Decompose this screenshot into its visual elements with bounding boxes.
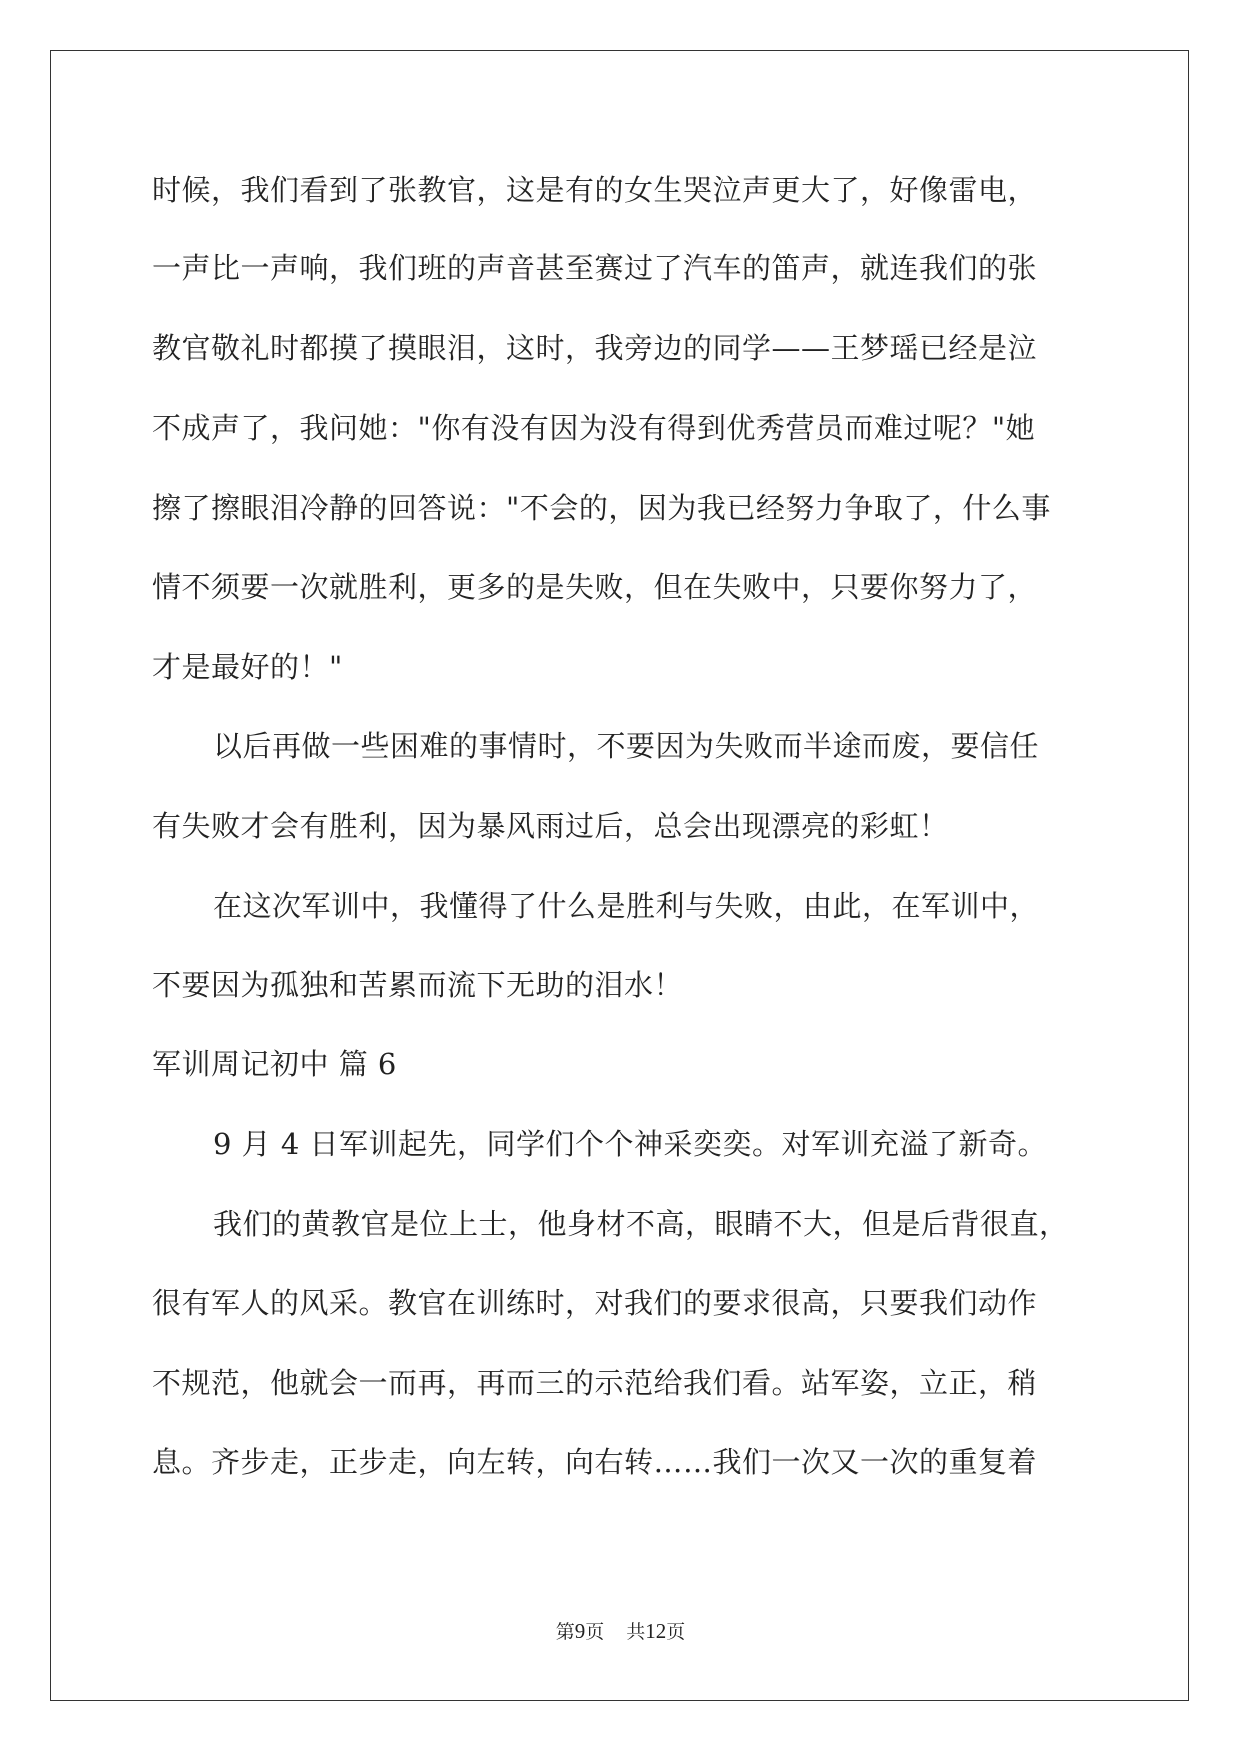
paragraph-line: 有失败才会有胜利，因为暴风雨过后，总会出现漂亮的彩虹！ [152,809,949,843]
paragraph-line: 情不须要一次就胜利，更多的是失败，但在失败中，只要你努力了， [152,570,1038,604]
paragraph-line: 9 月 4 日军训起先，同学们个个神采奕奕。对军训充溢了新奇。 [213,1127,1048,1161]
page-footer [0,1618,1241,1645]
paragraph-line: 擦了擦眼泪冷静的回答说："不会的，因为我已经努力争取了，什么事 [152,491,1051,525]
paragraph-line: 不规范，他就会一而再，再而三的示范给我们看。站军姿，立正，稍 [152,1366,1038,1400]
total-suffix: 页 [666,1621,686,1643]
paragraph-line: 我们的黄教官是位上士，他身材不高，眼睛不大，但是后背很直， [213,1207,1069,1241]
page-prefix: 第 [555,1621,575,1643]
paragraph-line: 很有军人的风采。教官在训练时，对我们的要求很高，只要我们动作 [152,1286,1038,1320]
page-suffix: 页 [585,1621,605,1643]
paragraph-line: 教官敬礼时都摸了摸眼泪，这时，我旁边的同学——王梦瑶已经是泣 [152,331,1038,365]
paragraph-line: 不成声了，我问她："你有没有因为没有得到优秀营员而难过呢？"她 [152,411,1036,445]
total-pages: 12 [645,1619,667,1643]
paragraph-line: 以后再做一些困难的事情时，不要因为失败而半途而废，要信任 [213,729,1040,763]
paragraph-line: 才是最好的！" [152,650,343,684]
paragraph-line: 一声比一声响，我们班的声音甚至赛过了汽车的笛声，就连我们的张 [152,251,1038,285]
paragraph-line: 时候，我们看到了张教官，这是有的女生哭泣声更大了，好像雷电， [152,173,1038,207]
paragraph-line: 在这次军训中，我懂得了什么是胜利与失败，由此，在军训中， [213,889,1040,923]
paragraph-line: 息。齐步走，正步走，向左转，向右转……我们一次又一次的重复着 [152,1445,1038,1479]
total-prefix: 共 [626,1621,646,1643]
paragraph-line: 不要因为孤独和苦累而流下无助的泪水！ [152,968,684,1002]
page-number: 9 [574,1619,586,1643]
section-heading: 军训周记初中 篇 6 [152,1047,397,1081]
